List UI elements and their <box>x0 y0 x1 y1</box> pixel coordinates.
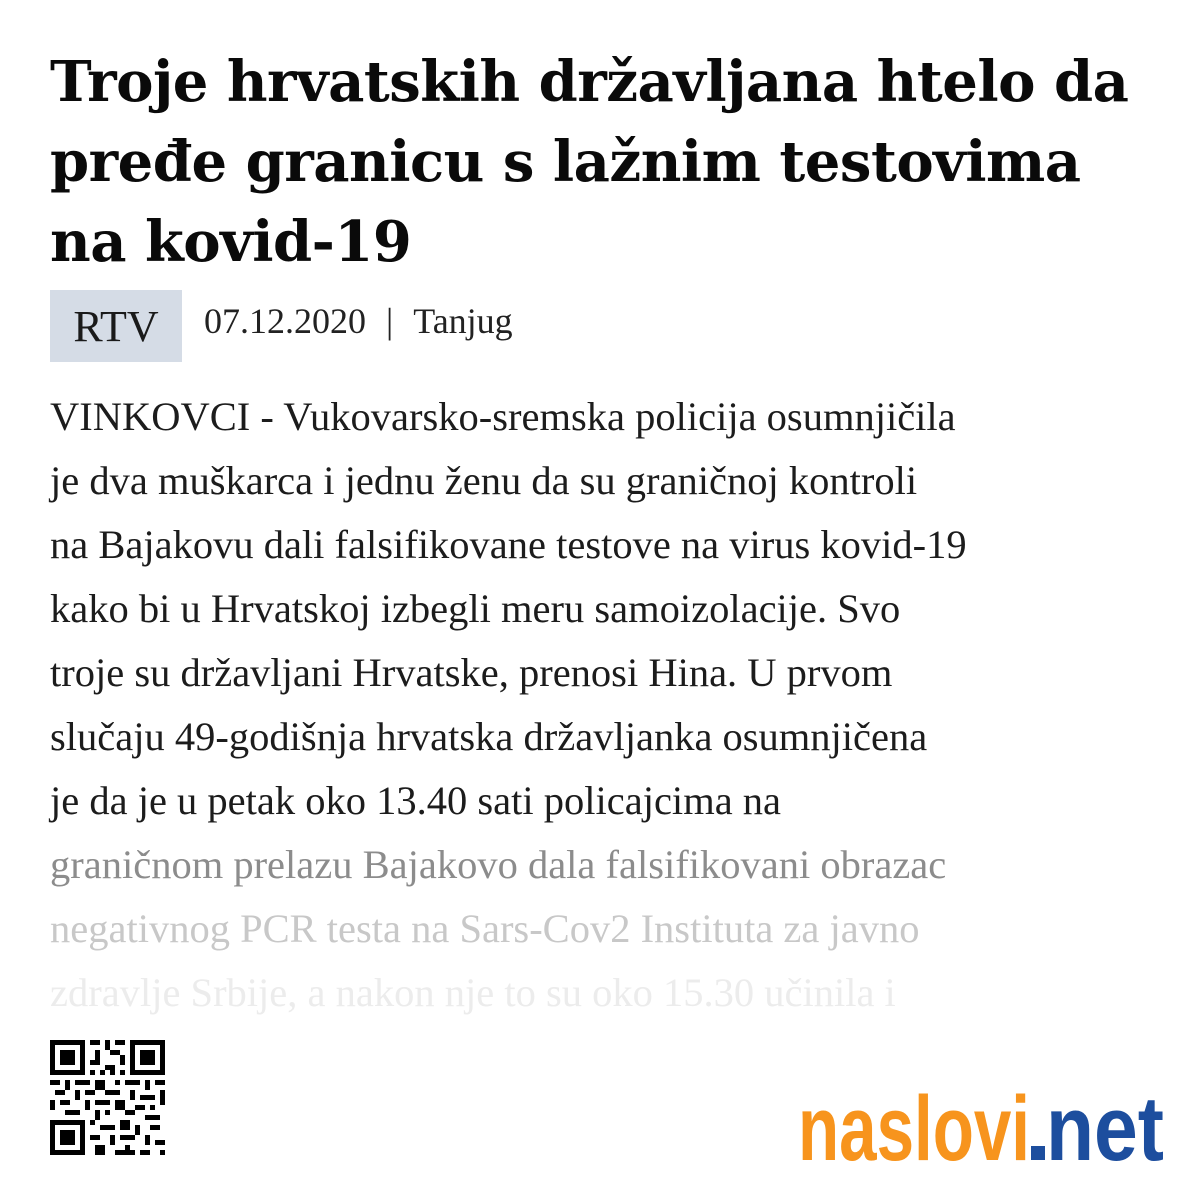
body-line: kako bi u Hrvatskoj izbegli meru samoizolacije. Svo <box>50 586 901 631</box>
naslovi-net-logo[interactable] <box>798 1072 1168 1172</box>
logo-naslovi-text: naslovi <box>798 1078 1030 1172</box>
meta-text <box>204 300 513 342</box>
article-body <box>50 385 1170 1025</box>
logo-net-text: net <box>1046 1078 1164 1172</box>
headline[interactable]: Troje hrvatskih državljana htelo da pređe granicu s lažnim testovima na kovid-19 <box>50 49 1129 275</box>
qr-code-icon[interactable] <box>50 1040 165 1155</box>
body-line-faded: graničnom prelazu Bajakovo dala falsifikovani obrazac <box>50 842 947 887</box>
body-line: slučaju 49-godišnja hrvatska državljanka osumnjičena <box>50 714 928 759</box>
agency-name: Tanjug <box>413 301 513 341</box>
publish-date: 07.12.2020 <box>204 301 366 341</box>
body-line: je da je u petak oko 13.40 sati policajcima na <box>50 778 782 823</box>
body-line: je dva muškarca i jednu ženu da su graničnoj kontroli <box>50 458 918 503</box>
source-badge[interactable]: RTV <box>50 290 182 362</box>
logo-dot <box>1031 1146 1045 1160</box>
body-line: troje su državljani Hrvatske, prenosi Hina. U prvom <box>50 650 893 695</box>
body-line-faded: zdravlje Srbije, a nakon nje to su oko 15.30 učinila i <box>50 970 896 1015</box>
body-line: na Bajakovu dali falsifikovane testove na virus kovid-19 <box>50 522 967 567</box>
meta-separator: | <box>386 301 394 341</box>
body-line: VINKOVCI - Vukovarsko-sremska policija osumnjičila <box>50 394 956 439</box>
body-line-faded: negativnog PCR testa na Sars-Cov2 Instituta za javno <box>50 906 920 951</box>
article-meta <box>50 290 513 362</box>
